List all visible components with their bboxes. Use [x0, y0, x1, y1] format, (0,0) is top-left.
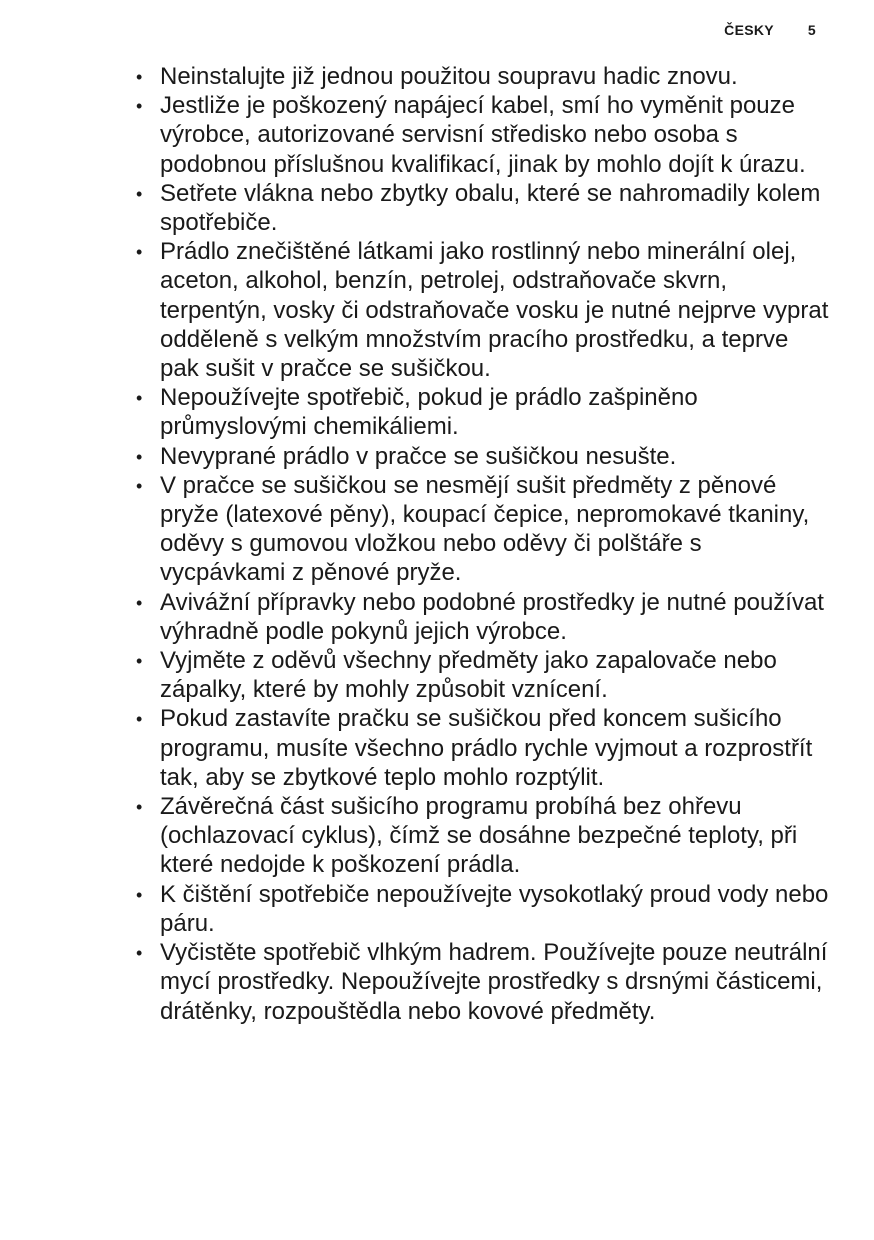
list-item	[132, 880, 832, 938]
list-item	[132, 179, 832, 237]
bullet-icon: •	[136, 183, 143, 204]
list-item	[132, 237, 832, 383]
bullet-icon: •	[136, 797, 143, 818]
list-item-text: Prádlo znečištěné látkami jako rostlinný nebo minerální olej, aceton, alkohol, benzín, petrolej, odstraňovače skvrn, terpentýn, vosky či odstraňovače vosku je nutné nejprve vyprat odděleně s velkým množstvím pracího prostředku, a teprve pak sušit v pračce se sušičkou.	[160, 238, 829, 383]
list-item	[132, 62, 832, 91]
bullet-icon: •	[136, 884, 143, 905]
list-item-text: Vyjměte z oděvů všechny předměty jako zapalovače nebo zápalky, které by mohly způsobit vznícení.	[160, 647, 777, 704]
list-item-text: Jestliže je poškozený napájecí kabel, smí ho vyměnit pouze výrobce, autorizované servisní středisko nebo osoba s podobnou příslušnou kvalifikací, jinak by mohlo dojít k úrazu.	[160, 92, 806, 178]
list-item-text: K čištění spotřebiče nepoužívejte vysokotlaký proud vody nebo páru.	[160, 880, 829, 937]
list-item-text: V pračce se sušičkou se nesmějí sušit předměty z pěnové pryže (latexové pěny), koupací čepice, nepromokavé tkaniny, oděvy s gumovou vložkou nebo oděvy či polštáře s vycpávkami z pěnové pryže.	[160, 471, 810, 587]
bullet-icon: •	[136, 96, 143, 117]
bullet-icon: •	[136, 67, 143, 87]
list-item	[132, 383, 832, 441]
list-item-text: Závěrečná část sušicího programu probíhá bez ohřevu (ochlazovací cyklus), čímž se dosáhne bezpečné teploty, při které nedojde k poškození prádla.	[160, 793, 798, 879]
list-item	[132, 91, 832, 179]
list-item	[132, 471, 832, 588]
list-item-text: Nepoužívejte spotřebič, pokud je prádlo zašpiněno průmyslovými chemikáliemi.	[160, 384, 698, 441]
instruction-list	[132, 62, 832, 1026]
bullet-icon: •	[136, 709, 143, 730]
list-item-text: Nevyprané prádlo v pračce se sušičkou nesušte.	[160, 442, 677, 470]
list-item	[132, 704, 832, 792]
bullet-icon: •	[136, 475, 143, 496]
bullet-icon: •	[136, 242, 143, 263]
page-number: 5	[807, 22, 816, 38]
page-header	[724, 22, 816, 38]
bullet-icon: •	[136, 388, 143, 409]
list-item	[132, 792, 832, 880]
bullet-icon: •	[136, 943, 143, 964]
list-item-text: Vyčistěte spotřebič vlhkým hadrem. Používejte pouze neutrální mycí prostředky. Nepoužívejte prostředky s drsnými částicemi, drátěnky, rozpouštědla nebo kovové předměty.	[160, 939, 828, 1025]
list-item	[132, 442, 832, 471]
bullet-icon: •	[136, 651, 143, 672]
list-item-text: Setřete vlákna nebo zbytky obalu, které se nahromadily kolem spotřebiče.	[160, 179, 821, 237]
list-item-text: Pokud zastavíte pračku se sušičkou před koncem sušicího programu, musíte všechno prádlo rychle vyjmout a rozprostřít tak, aby se zbytkové teplo mohlo rozptýlit.	[160, 705, 813, 791]
list-item-text: Neinstalujte již jednou použitou soupravu hadic znovu.	[160, 63, 738, 90]
list-item-text: Avivážní přípravky nebo podobné prostředky je nutné používat výhradně podle pokynů jejich výrobce.	[160, 588, 824, 645]
safety-instructions	[132, 62, 832, 1026]
list-item	[132, 646, 832, 704]
list-item	[132, 588, 832, 646]
language-label: ČESKY	[724, 22, 774, 38]
bullet-icon: •	[136, 592, 143, 613]
bullet-icon: •	[136, 446, 143, 467]
list-item	[132, 938, 832, 1026]
